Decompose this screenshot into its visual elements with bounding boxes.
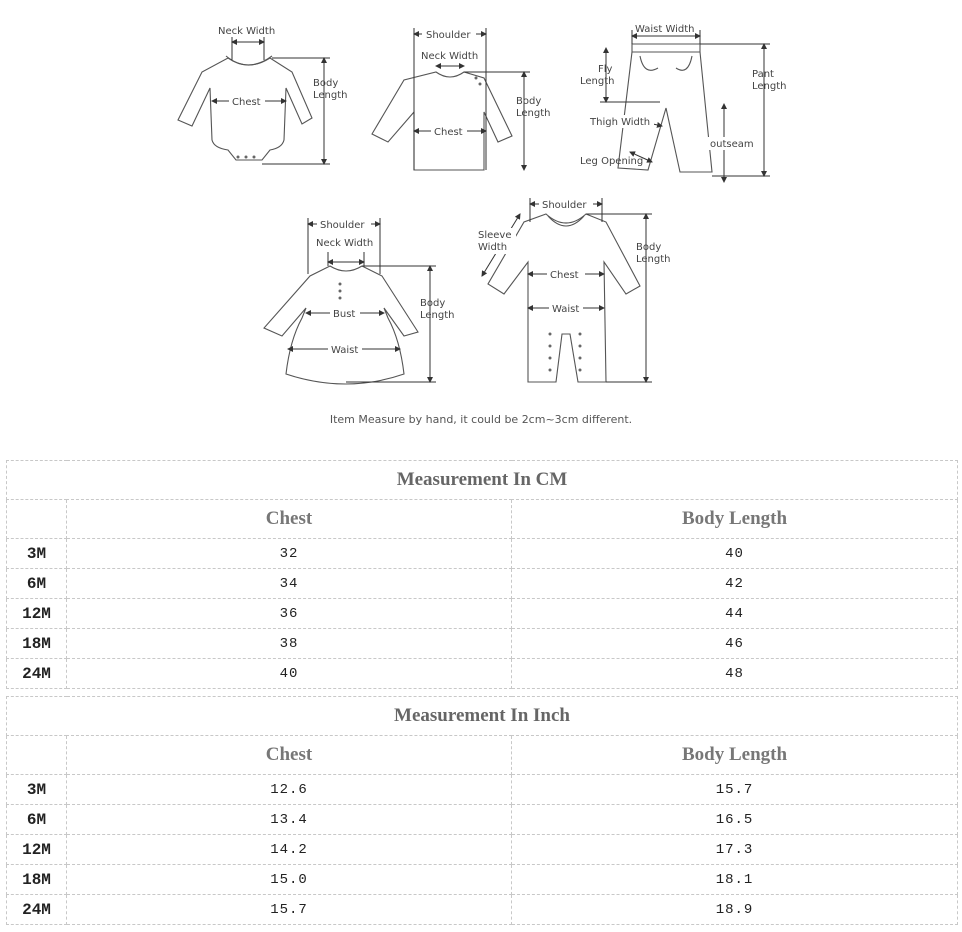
label-pant: Pant — [752, 69, 774, 80]
length-cell: 48 — [512, 659, 958, 689]
length-cell: 44 — [512, 599, 958, 629]
measurement-note: Item Measure by hand, it could be 2cm~3cm different. — [329, 413, 633, 426]
header-size — [7, 500, 67, 539]
table-title: Measurement In Inch — [7, 697, 958, 736]
table-row — [7, 805, 958, 835]
label-waist-width: Waist Width — [635, 24, 695, 35]
size-cell: 12M — [7, 599, 67, 629]
table-title: Measurement In CM — [7, 461, 958, 500]
length-cell: 46 — [512, 629, 958, 659]
chest-cell: 14.2 — [67, 835, 512, 865]
measurement-diagrams — [0, 0, 962, 440]
length-cell: 40 — [512, 539, 958, 569]
length-cell: 17.3 — [512, 835, 958, 865]
length-cell: 15.7 — [512, 775, 958, 805]
table-row — [7, 659, 958, 689]
label-fly: Fly — [598, 64, 613, 75]
dress-diagram — [264, 217, 455, 384]
size-cell: 18M — [7, 629, 67, 659]
header-body-length: Body Length — [512, 500, 958, 539]
chest-cell: 32 — [67, 539, 512, 569]
chest-cell: 38 — [67, 629, 512, 659]
label-chest: Chest — [434, 127, 463, 138]
header-chest: Chest — [67, 500, 512, 539]
length-cell: 18.9 — [512, 895, 958, 925]
garment-illustrations — [0, 0, 962, 440]
label-fly-length: Length — [580, 76, 615, 87]
size-cell: 6M — [7, 569, 67, 599]
label-sleeve: Sleeve — [478, 230, 512, 241]
size-table-cm — [6, 460, 958, 689]
label-neck-width: Neck Width — [421, 51, 479, 62]
label-body: Body — [313, 78, 339, 89]
header-size — [7, 736, 67, 775]
size-cell: 3M — [7, 775, 67, 805]
chest-cell: 15.0 — [67, 865, 512, 895]
label-chest: Chest — [232, 97, 261, 108]
size-cell: 24M — [7, 895, 67, 925]
label-outseam: outseam — [710, 139, 754, 150]
label-neck-width: Neck Width — [316, 238, 374, 249]
chest-cell: 40 — [67, 659, 512, 689]
chest-cell: 36 — [67, 599, 512, 629]
bodysuit-diagram — [178, 26, 348, 164]
label-length: Length — [636, 254, 671, 265]
label-waist: Waist — [331, 345, 359, 356]
table-row — [7, 599, 958, 629]
romper-diagram — [476, 197, 671, 382]
table-row — [7, 775, 958, 805]
label-body: Body — [636, 242, 662, 253]
chest-cell: 12.6 — [67, 775, 512, 805]
label-shoulder: Shoulder — [426, 30, 471, 41]
label-bust: Bust — [333, 309, 356, 320]
header-body-length: Body Length — [512, 736, 958, 775]
label-shoulder: Shoulder — [542, 200, 587, 211]
size-cell: 12M — [7, 835, 67, 865]
label-chest: Chest — [550, 270, 579, 281]
label-length: Length — [516, 108, 551, 119]
pants-diagram — [580, 24, 787, 182]
size-cell: 18M — [7, 865, 67, 895]
length-cell: 18.1 — [512, 865, 958, 895]
label-thigh-width: Thigh Width — [590, 117, 651, 128]
size-cell: 3M — [7, 539, 67, 569]
top-diagram — [372, 27, 551, 170]
length-cell: 16.5 — [512, 805, 958, 835]
chest-cell: 13.4 — [67, 805, 512, 835]
label-length: Length — [313, 90, 348, 101]
size-table-inch — [6, 696, 958, 925]
label-pant-length: Length — [752, 81, 787, 92]
size-cell: 6M — [7, 805, 67, 835]
label-leg-opening: Leg Opening — [580, 156, 644, 167]
label-shoulder: Shoulder — [320, 220, 365, 231]
table-row — [7, 835, 958, 865]
label-body: Body — [420, 298, 446, 309]
table-row — [7, 539, 958, 569]
table-row — [7, 569, 958, 599]
chest-cell: 34 — [67, 569, 512, 599]
table-row — [7, 865, 958, 895]
label-sleeve-width: Width — [478, 242, 508, 253]
size-cell: 24M — [7, 659, 67, 689]
table-row — [7, 629, 958, 659]
label-length: Length — [420, 310, 455, 321]
label-body: Body — [516, 96, 542, 107]
label-waist: Waist — [552, 304, 580, 315]
table-row — [7, 895, 958, 925]
label-neck-width: Neck Width — [218, 26, 276, 37]
chest-cell: 15.7 — [67, 895, 512, 925]
header-chest: Chest — [67, 736, 512, 775]
length-cell: 42 — [512, 569, 958, 599]
